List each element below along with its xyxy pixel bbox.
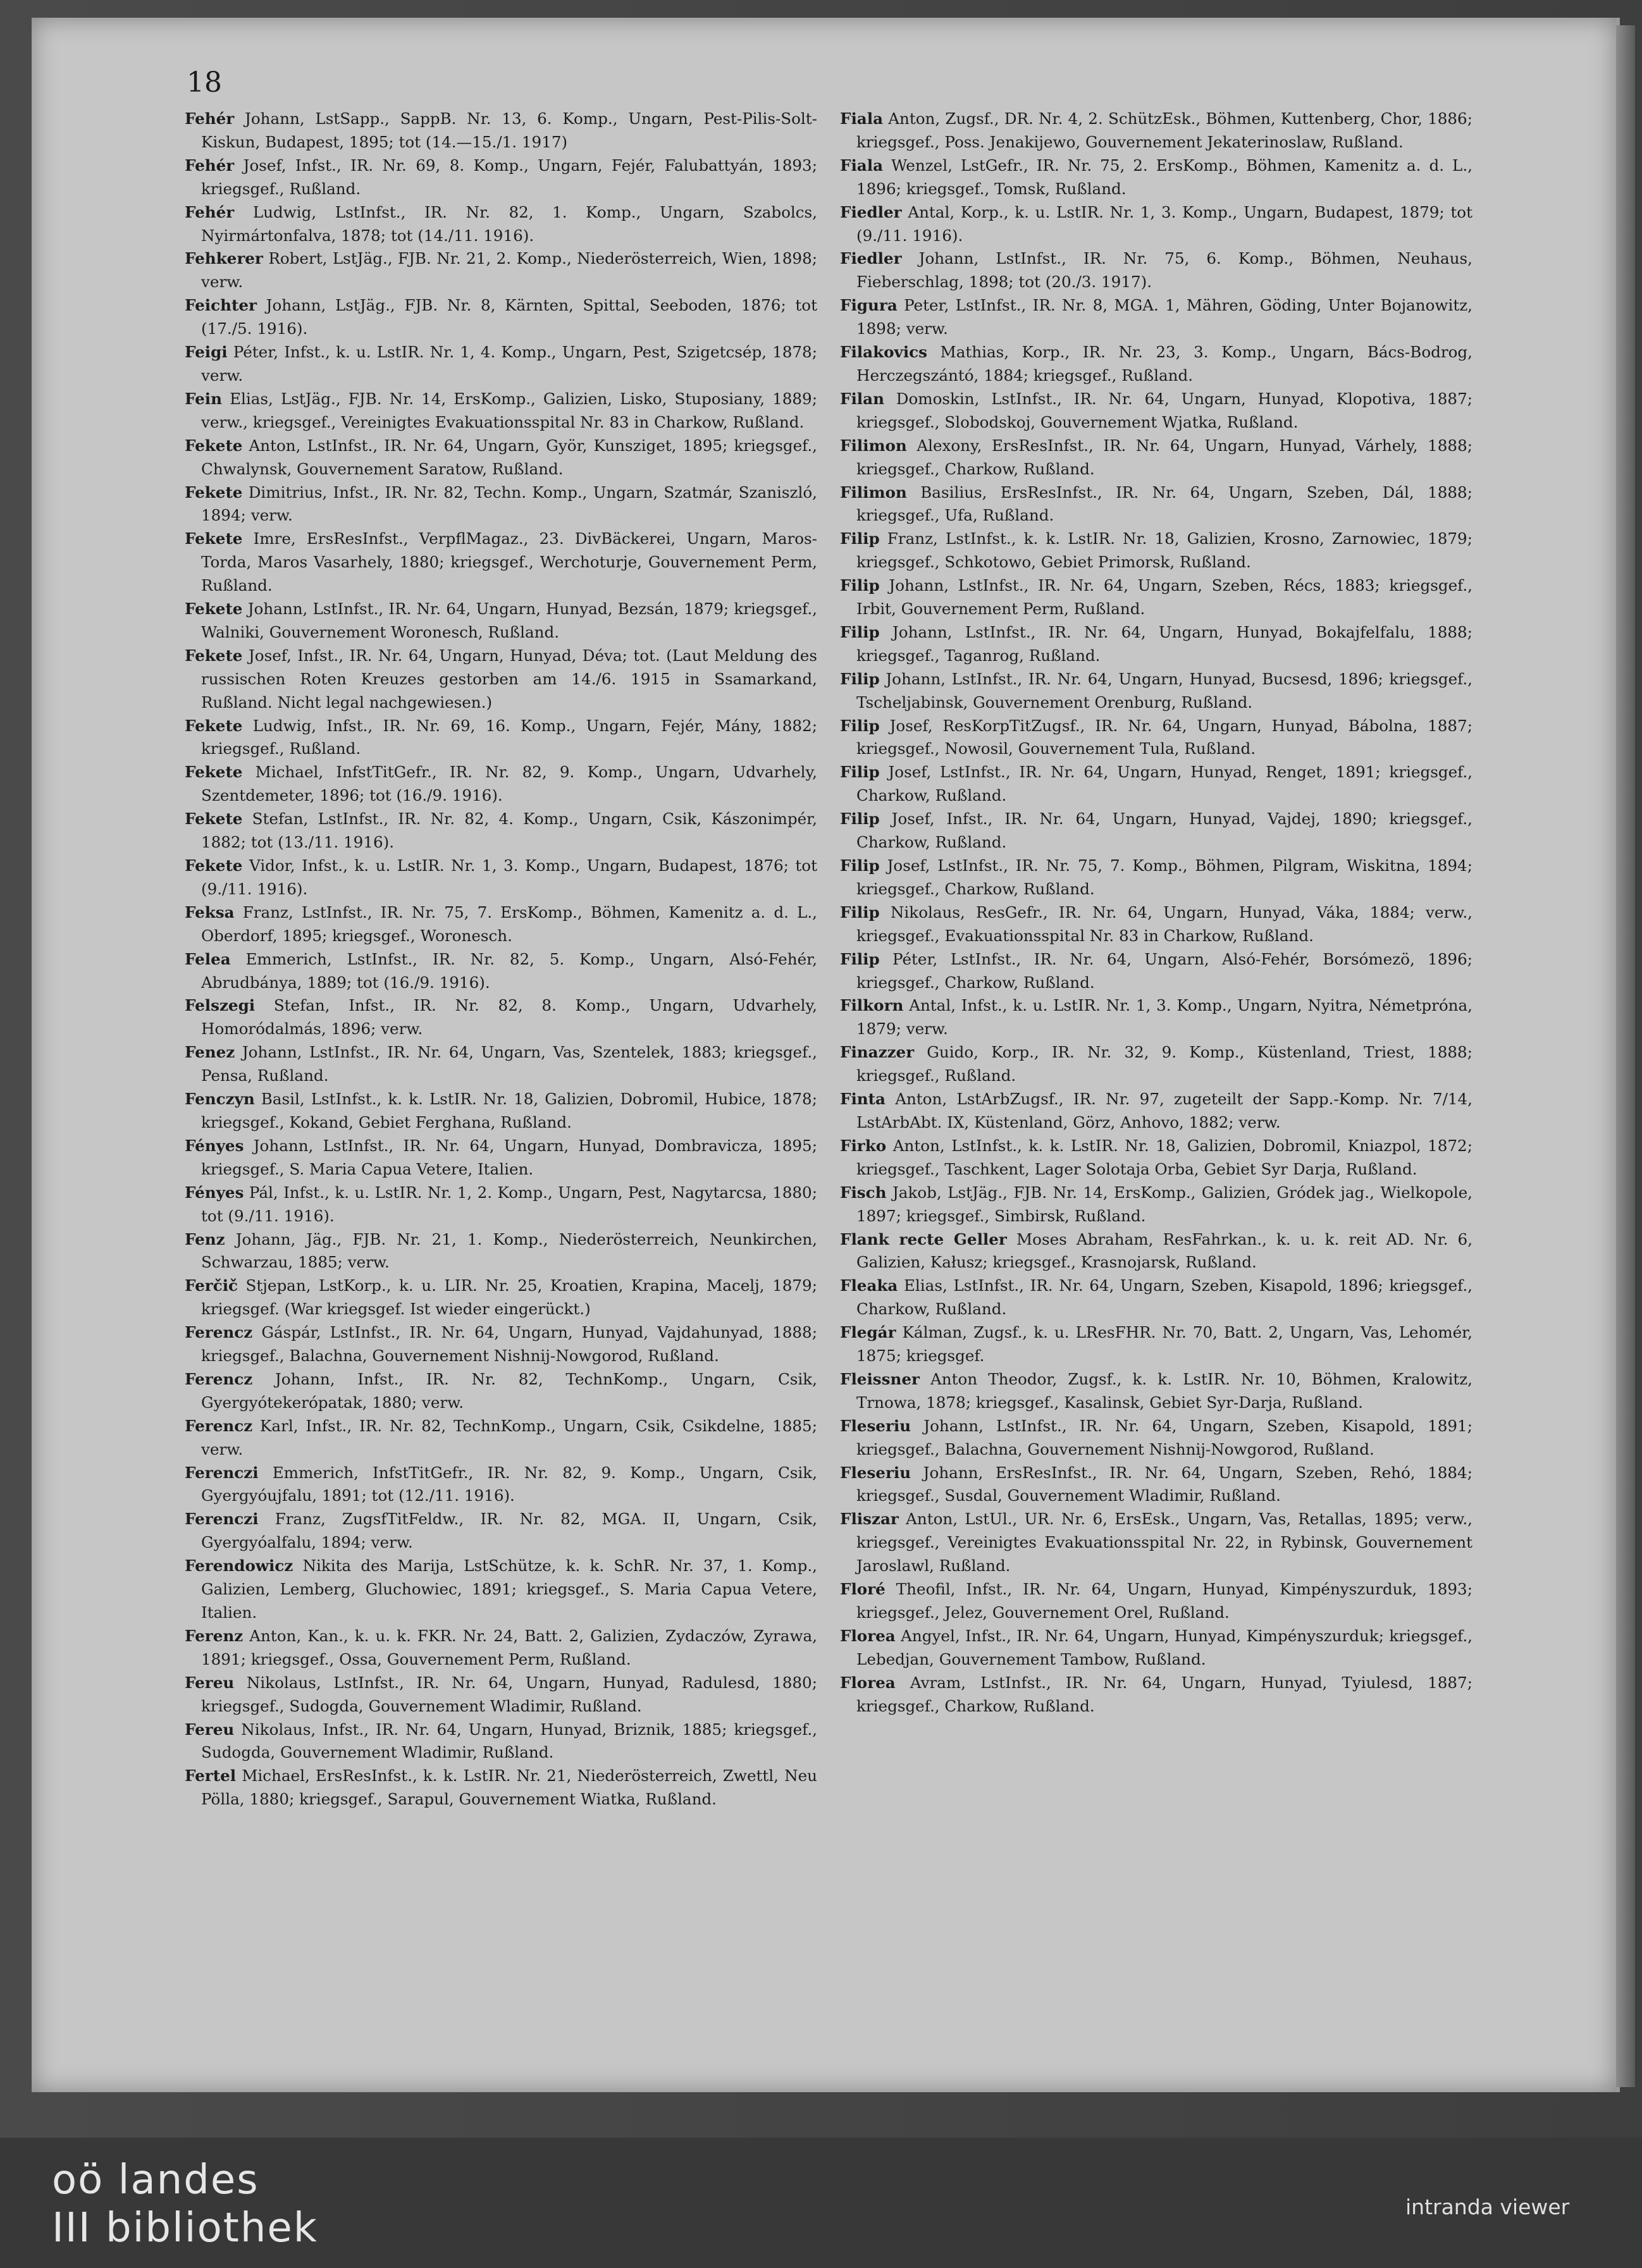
register-entry bbox=[185, 1508, 817, 1555]
entry-surname: Ferencz bbox=[185, 1369, 253, 1388]
entry-surname: Filkorn bbox=[840, 996, 904, 1015]
register-entry bbox=[185, 715, 817, 761]
entry-surname: Finazzer bbox=[840, 1043, 915, 1062]
register-entry bbox=[840, 761, 1472, 808]
entry-details: Michael, InfstTitGefr., IR. Nr. 82, 9. Komp., Ungarn, Udvarhely, Szentdemeter, 1896; tot (16./9. 1916). bbox=[201, 763, 817, 805]
register-entry bbox=[185, 994, 817, 1041]
entry-details: Gáspár, LstInfst., IR. Nr. 64, Ungarn, Hunyad, Vajdahunyad, 1888; kriegsgef., Balachna, Gouvernement Nishnij-Nowgorod, Rußland. bbox=[201, 1323, 817, 1365]
entry-details: Anton Theodor, Zugsf., k. k. LstIR. Nr. 10, Böhmen, Kralowitz, Trnowa, 1878; kriegsgef., Kasalinsk, Gebiet Syr-Darja, Rußland. bbox=[856, 1369, 1472, 1412]
entry-details: Josef, LstInfst., IR. Nr. 64, Ungarn, Hunyad, Renget, 1891; kriegsgef., Charkow, Rußland. bbox=[856, 763, 1472, 805]
entry-details: Johann, LstInfst., IR. Nr. 75, 6. Komp., Böhmen, Neuhaus, Fieberschlag, 1898; tot (20./3. 1917). bbox=[856, 249, 1472, 292]
entry-surname: Fiala bbox=[840, 109, 884, 128]
entry-surname: Filip bbox=[840, 949, 880, 968]
entry-surname: Fehér bbox=[185, 202, 235, 221]
entry-details: Johann, LstInfst., IR. Nr. 64, Ungarn, Vas, Szentelek, 1883; kriegsgef., Pensa, Rußland. bbox=[201, 1043, 817, 1085]
entry-surname: Fekete bbox=[185, 716, 243, 735]
entry-surname: Fleaka bbox=[840, 1276, 898, 1295]
register-entry bbox=[840, 1508, 1472, 1578]
register-entry bbox=[840, 1041, 1472, 1088]
register-entry bbox=[840, 108, 1472, 154]
entry-details: Péter, LstInfst., IR. Nr. 64, Ungarn, Alsó-Fehér, Borsómezö, 1896; kriegsgef., Charkow, Rußland. bbox=[856, 949, 1473, 992]
register-entry bbox=[840, 808, 1472, 854]
entry-surname: Ferčič bbox=[185, 1276, 238, 1295]
register-entry bbox=[185, 1135, 817, 1181]
entry-details: Josef, ResKorpTitZugsf., IR. Nr. 64, Ungarn, Hunyad, Bábolna, 1887; kriegsgef., Nowosil, Gouvernement Tula, Rußland. bbox=[856, 716, 1472, 758]
register-entry bbox=[185, 388, 817, 434]
entry-surname: Fleseriu bbox=[840, 1463, 911, 1482]
entry-details: Josef, Infst., IR. Nr. 69, 8. Komp., Ungarn, Fejér, Falubattyán, 1893; kriegsgef., Rußland. bbox=[201, 156, 817, 198]
register-entry bbox=[840, 854, 1472, 901]
entry-details: Stjepan, LstKorp., k. u. LIR. Nr. 25, Kroatien, Krapina, Macelj, 1879; kriegsgef. (War kriegsgef. Ist wieder eingerückt.) bbox=[201, 1276, 817, 1319]
register-entry bbox=[185, 527, 817, 598]
entry-surname: Flegár bbox=[840, 1323, 896, 1342]
entry-surname: Fényes bbox=[185, 1183, 244, 1202]
register-entry bbox=[185, 1274, 817, 1321]
entry-surname: Fiedler bbox=[840, 249, 902, 268]
register-entry bbox=[840, 901, 1472, 948]
entry-surname: Filip bbox=[840, 856, 880, 875]
entry-surname: Filan bbox=[840, 389, 884, 408]
entry-details: Antal, Korp., k. u. LstIR. Nr. 1, 3. Komp., Ungarn, Budapest, 1879; tot (9./11. 1916). bbox=[856, 202, 1472, 245]
entry-surname: Filimon bbox=[840, 483, 907, 502]
entry-surname: Filip bbox=[840, 763, 880, 782]
register-entry bbox=[840, 247, 1472, 294]
entry-details: Peter, LstInfst., IR. Nr. 8, MGA. 1, Mähren, Göding, Unter Bojanowitz, 1898; verw. bbox=[856, 296, 1472, 338]
register-entry bbox=[185, 1088, 817, 1135]
entry-surname: Fleissner bbox=[840, 1369, 920, 1388]
entry-details: Angyel, Infst., IR. Nr. 64, Ungarn, Hunyad, Kimpényszurduk; kriegsgef., Lebedjan, Gouvernement Tambow, Rußland. bbox=[856, 1626, 1472, 1668]
entry-details: Robert, LstJäg., FJB. Nr. 21, 2. Komp., Niederösterreich, Wien, 1898; verw. bbox=[201, 249, 817, 292]
entry-surname: Fliszar bbox=[840, 1510, 899, 1529]
entry-surname: Fekete bbox=[185, 810, 243, 829]
entry-surname: Felea bbox=[185, 949, 231, 968]
entry-details: Anton, LstUl., UR. Nr. 6, ErsEsk., Ungarn, Vas, Retallas, 1895; verw., kriegsgef., Vereinigtes Evakuationsspital Nr. 22, in Rybinsk, Gouvernement Jaroslawl, Rußland. bbox=[856, 1510, 1472, 1575]
entry-surname: Fenez bbox=[185, 1043, 235, 1062]
register-entry bbox=[840, 434, 1472, 481]
entry-details: Wenzel, LstGefr., IR. Nr. 75, 2. ErsKomp., Böhmen, Kamenitz a. d. L., 1896; kriegsgef., Tomsk, Rußland. bbox=[856, 156, 1472, 198]
entry-details: Mathias, Korp., IR. Nr. 23, 3. Komp., Ungarn, Bács-Bodrog, Herczegszántó, 1884; kriegsgef., Rußland. bbox=[856, 343, 1472, 385]
entry-details: Nikita des Marija, LstSchütze, k. k. SchR. Nr. 37, 1. Komp., Galizien, Lemberg, Gluchowiec, 1891; kriegsgef., S. Maria Capua Vetere, Italien. bbox=[201, 1556, 817, 1622]
entry-details: Nikolaus, Infst., IR. Nr. 64, Ungarn, Hunyad, Briznik, 1885; kriegsgef., Sudogda, Gouvernement Wladimir, Rußland. bbox=[201, 1720, 817, 1762]
entry-details: Johann, LstSapp., SappB. Nr. 13, 6. Komp., Ungarn, Pest-Pilis-Solt-Kiskun, Budapest, 1895; tot (14.—15./1. 1917) bbox=[201, 109, 817, 151]
register-entry bbox=[185, 1181, 817, 1228]
register-entry bbox=[840, 1181, 1472, 1228]
register-entry bbox=[185, 341, 817, 388]
entry-surname: Ferenczi bbox=[185, 1463, 259, 1482]
left-column bbox=[185, 108, 817, 1811]
entry-surname: Filip bbox=[840, 529, 880, 548]
entry-surname: Ferencz bbox=[185, 1416, 253, 1435]
register-entry bbox=[840, 154, 1472, 201]
viewer-brand-label: intranda viewer bbox=[1405, 2195, 1570, 2219]
register-entry bbox=[185, 1462, 817, 1508]
register-entry bbox=[840, 341, 1472, 388]
entry-surname: Fekete bbox=[185, 856, 243, 875]
entry-surname: Fiala bbox=[840, 156, 884, 175]
entry-details: Alexony, ErsResInfst., IR. Nr. 64, Ungarn, Hunyad, Várhely, 1888; kriegsgef., Charkow, Rußland. bbox=[856, 436, 1472, 478]
library-logo-line2[interactable]: III bibliothek bbox=[52, 2205, 318, 2252]
register-entry bbox=[840, 1578, 1472, 1625]
entry-details: Nikolaus, LstInfst., IR. Nr. 64, Ungarn, Hunyad, Radulesd, 1880; kriegsgef., Sudogda, Gouvernement Wladimir, Rußland. bbox=[201, 1673, 817, 1715]
entry-surname: Filip bbox=[840, 716, 880, 735]
entry-details: Ludwig, Infst., IR. Nr. 69, 16. Komp., Ungarn, Fejér, Mány, 1882; kriegsgef., Rußland. bbox=[201, 716, 817, 758]
entry-surname: Fenczyn bbox=[185, 1090, 255, 1109]
entry-surname: Fenz bbox=[185, 1230, 225, 1248]
entry-surname: Fehér bbox=[185, 109, 235, 128]
entry-details: Theofil, Infst., IR. Nr. 64, Ungarn, Hunyad, Kimpényszurduk, 1893; kriegsgef., Jelez, Gouvernement Orel, Rußland. bbox=[856, 1580, 1472, 1622]
entry-surname: Filip bbox=[840, 576, 880, 595]
entry-details: Emmerich, LstInfst., IR. Nr. 82, 5. Komp., Ungarn, Alsó-Fehér, Abrudbánya, 1889; tot (16./9. 1916). bbox=[201, 949, 817, 992]
entry-surname: Fekete bbox=[185, 600, 243, 619]
entry-details: Domoskin, LstInfst., IR. Nr. 64, Ungarn, Hunyad, Klopotiva, 1887; kriegsgef., Slobodskoj, Gouvernement Wjatka, Rußland. bbox=[856, 389, 1472, 431]
register-entry bbox=[185, 598, 817, 644]
entry-details: Johann, LstInfst., IR. Nr. 64, Ungarn, Hunyad, Bezsán, 1879; kriegsgef., Walniki, Gouvernement Woronesch, Rußland. bbox=[201, 600, 818, 641]
entry-surname: Figura bbox=[840, 296, 898, 315]
entry-details: Karl, Infst., IR. Nr. 82, TechnKomp., Ungarn, Csik, Csikdelne, 1885; verw. bbox=[201, 1416, 817, 1458]
entry-details: Kálman, Zugsf., k. u. LResFHR. Nr. 70, Batt. 2, Ungarn, Vas, Lehomér, 1875; kriegsgef. bbox=[856, 1323, 1472, 1365]
register-entry bbox=[840, 668, 1472, 715]
register-entry bbox=[185, 1625, 817, 1672]
entry-details: Michael, ErsResInfst., k. k. LstIR. Nr. 21, Niederösterreich, Zwettl, Neu Pölla, 1880; kriegsgef., Sarapul, Gouvernement Wiatka, Rußland. bbox=[201, 1766, 817, 1809]
entry-details: Stefan, Infst., IR. Nr. 82, 8. Komp., Ungarn, Udvarhely, Homoródalmás, 1896; verw. bbox=[201, 996, 817, 1038]
entry-surname: Fekete bbox=[185, 529, 243, 548]
entry-surname: Florea bbox=[840, 1626, 896, 1645]
entry-details: Nikolaus, ResGefr., IR. Nr. 64, Ungarn, Hunyad, Váka, 1884; verw., kriegsgef., Evakuationsspital Nr. 83 in Charkow, Rußland. bbox=[856, 903, 1472, 945]
entry-details: Jakob, LstJäg., FJB. Nr. 14, ErsKomp., Galizien, Gródek jag., Wielkopole, 1897; kriegsgef., Simbirsk, Rußland. bbox=[856, 1183, 1472, 1225]
entry-details: Franz, LstInfst., IR. Nr. 75, 7. ErsKomp., Böhmen, Kamenitz a. d. L., Oberdorf, 1895; kriegsgef., Woronesch. bbox=[201, 903, 817, 945]
page-number: 18 bbox=[187, 66, 222, 99]
register-entry bbox=[185, 644, 817, 715]
register-entry bbox=[185, 1765, 817, 1811]
entry-details: Johann, Jäg., FJB. Nr. 21, 1. Komp., Niederösterreich, Neunkirchen, Schwarzau, 1885; verw. bbox=[201, 1230, 817, 1272]
register-entry bbox=[185, 901, 817, 948]
register-entry bbox=[840, 1135, 1472, 1181]
entry-surname: Filip bbox=[840, 903, 880, 921]
register-entry bbox=[840, 294, 1472, 341]
entry-surname: Fekete bbox=[185, 436, 243, 455]
entry-details: Guido, Korp., IR. Nr. 32, 9. Komp., Küstenland, Triest, 1888; kriegsgef., Rußland. bbox=[856, 1043, 1472, 1085]
register-entry bbox=[185, 1415, 817, 1462]
register-entry bbox=[185, 854, 817, 901]
entry-details: Avram, LstInfst., IR. Nr. 64, Ungarn, Hunyad, Tyiulesd, 1887; kriegsgef., Charkow, Rußland. bbox=[856, 1673, 1472, 1715]
register-entry bbox=[840, 1368, 1472, 1415]
register-entry bbox=[185, 154, 817, 201]
right-column bbox=[840, 108, 1472, 1718]
entry-surname: Ferendowicz bbox=[185, 1556, 293, 1575]
register-entry bbox=[185, 1368, 817, 1415]
entry-surname: Fisch bbox=[840, 1183, 887, 1202]
entry-surname: Fekete bbox=[185, 763, 243, 782]
register-entry bbox=[840, 1625, 1472, 1672]
entry-surname: Feichter bbox=[185, 296, 257, 315]
register-entry bbox=[185, 247, 817, 294]
register-entry bbox=[840, 1088, 1472, 1135]
entry-surname: Felszegi bbox=[185, 996, 256, 1015]
entry-surname: Fein bbox=[185, 389, 222, 408]
entry-details: Pál, Infst., k. u. LstIR. Nr. 1, 2. Komp., Ungarn, Pest, Nagytarcsa, 1880; tot (9./11. 1916). bbox=[201, 1183, 817, 1225]
entry-surname: Fleseriu bbox=[840, 1416, 911, 1435]
entry-surname: Filimon bbox=[840, 436, 907, 455]
entry-details: Anton, Kan., k. u. k. FKR. Nr. 24, Batt. 2, Galizien, Zydaczów, Zyrawa, 1891; kriegsgef., Ossa, Gouvernement Perm, Rußland. bbox=[201, 1626, 817, 1668]
entry-details: Imre, ErsResInfst., VerpflMagaz., 23. DivBäckerei, Ungarn, Maros-Torda, Maros Vasarhely, 1880; kriegsgef., Werchoturje, Gouvernement Perm, Rußland. bbox=[201, 529, 817, 595]
register-entry bbox=[185, 1555, 817, 1625]
entry-details: Elias, LstJäg., FJB. Nr. 14, ErsKomp., Galizien, Lisko, Stuposiany, 1889; verw., kriegsgef., Vereinigtes Evakuationsspital Nr. 83 in Charkow, Rußland. bbox=[201, 389, 817, 431]
entry-surname: Ferenczi bbox=[185, 1510, 259, 1529]
entry-surname: Filip bbox=[840, 669, 880, 688]
entry-details: Vidor, Infst., k. u. LstIR. Nr. 1, 3. Komp., Ungarn, Budapest, 1876; tot (9./11. 1916). bbox=[201, 856, 817, 898]
entry-details: Dimitrius, Infst., IR. Nr. 82, Techn. Komp., Ungarn, Szatmár, Szaniszló, 1894; verw. bbox=[201, 483, 817, 525]
entry-details: Johann, LstInfst., IR. Nr. 64, Ungarn, Szeben, Récs, 1883; kriegsgef., Irbit, Gouvernement Perm, Rußland. bbox=[856, 576, 1472, 619]
entry-details: Anton, Zugsf., DR. Nr. 4, 2. SchützEsk., Böhmen, Kuttenberg, Chor, 1886; kriegsgef., Poss. Jenakijewo, Gouvernement Jekaterinoslaw, Rußland. bbox=[856, 109, 1472, 151]
entry-surname: Filip bbox=[840, 622, 880, 641]
entry-surname: Feigi bbox=[185, 343, 228, 362]
entry-surname: Fényes bbox=[185, 1136, 244, 1155]
register-entry bbox=[185, 761, 817, 808]
entry-details: Josef, Infst., IR. Nr. 64, Ungarn, Hunyad, Déva; tot. (Laut Meldung des russischen Roten Kreuzes gestorben am 14./6. 1915 in Ssamarkand, Rußland. Nicht legal nachgewiesen.) bbox=[201, 646, 817, 712]
register-entry bbox=[840, 1462, 1472, 1508]
register-entry bbox=[840, 481, 1472, 528]
register-entry bbox=[185, 201, 817, 248]
entry-surname: Fereu bbox=[185, 1673, 235, 1692]
entry-details: Franz, ZugsfTitFeldw., IR. Nr. 82, MGA. II, Ungarn, Csik, Gyergyóalfalu, 1894; verw. bbox=[201, 1510, 817, 1552]
entry-details: Anton, LstInfst., k. k. LstIR. Nr. 18, Galizien, Dobromil, Kniazpol, 1872; kriegsgef., Taschkent, Lager Solotaja Orba, Gebiet Syr Darja, Rußland. bbox=[856, 1136, 1472, 1178]
entry-surname: Fekete bbox=[185, 646, 243, 665]
entry-surname: Fehér bbox=[185, 156, 235, 175]
register-entry bbox=[840, 1274, 1472, 1321]
entry-details: Antal, Infst., k. u. LstIR. Nr. 1, 3. Komp., Ungarn, Nyitra, Németprόna, 1879; verw. bbox=[856, 996, 1472, 1038]
register-entry bbox=[185, 434, 817, 481]
entry-details: Anton, LstInfst., IR. Nr. 64, Ungarn, Györ, Kunsziget, 1895; kriegsgef., Chwalynsk, Gouvernement Saratow, Rußland. bbox=[201, 436, 817, 478]
entry-details: Moses Abraham, ResFahrkan., k. u. k. reit AD. Nr. 6, Galizien, Kałusz; kriegsgef., Krasnojarsk, Rußland. bbox=[856, 1230, 1473, 1272]
register-entry bbox=[185, 481, 817, 528]
entry-surname: Finta bbox=[840, 1090, 886, 1109]
entry-surname: Fehkerer bbox=[185, 249, 263, 268]
library-logo-line1[interactable]: oö landes bbox=[52, 2157, 259, 2203]
entry-surname: Fekete bbox=[185, 483, 243, 502]
entry-details: Basilius, ErsResInfst., IR. Nr. 64, Ungarn, Szeben, Dál, 1888; kriegsgef., Ufa, Rußland. bbox=[856, 483, 1472, 525]
entry-details: Johann, LstInfst., IR. Nr. 64, Ungarn, Szeben, Kisapold, 1891; kriegsgef., Balachna, Gouvernement Nishnij-Nowgorod, Rußland. bbox=[856, 1416, 1472, 1458]
entry-surname: Fereu bbox=[185, 1720, 235, 1739]
entry-details: Johann, LstInfst., IR. Nr. 64, Ungarn, Hunyad, Bokajfelfalu, 1888; kriegsgef., Taganrog, Rußland. bbox=[856, 622, 1472, 665]
register-entry bbox=[840, 527, 1472, 574]
entry-details: Ludwig, LstInfst., IR. Nr. 82, 1. Komp., Ungarn, Szabolcs, Nyirmártonfalva, 1878; tot (14./11. 1916). bbox=[201, 202, 817, 245]
entry-details: Josef, Infst., IR. Nr. 64, Ungarn, Hunyad, Vajdej, 1890; kriegsgef., Charkow, Rußland. bbox=[856, 810, 1472, 852]
register-entry bbox=[185, 1718, 817, 1765]
entry-surname: Feksa bbox=[185, 903, 235, 921]
register-entry bbox=[185, 294, 817, 341]
entry-surname: Filip bbox=[840, 810, 880, 829]
register-entry bbox=[185, 108, 817, 154]
entry-surname: Fertel bbox=[185, 1766, 237, 1785]
entry-details: Péter, Infst., k. u. LstIR. Nr. 1, 4. Komp., Ungarn, Pest, Szigetcsép, 1878; verw. bbox=[201, 343, 817, 385]
entry-details: Franz, LstInfst., k. k. LstIR. Nr. 18, Galizien, Krosno, Zarnowiec, 1879; kriegsgef., Schkotowo, Gebiet Primorsk, Rußland. bbox=[856, 529, 1472, 572]
entry-details: Emmerich, InfstTitGefr., IR. Nr. 82, 9. Komp., Ungarn, Csik, Gyergyóujfalu, 1891; tot (12./11. 1916). bbox=[201, 1463, 817, 1505]
register-entry bbox=[185, 808, 817, 854]
entry-surname: Firko bbox=[840, 1136, 887, 1155]
entry-details: Johann, LstJäg., FJB. Nr. 8, Kärnten, Spittal, Seeboden, 1876; tot (17./5. 1916). bbox=[201, 296, 817, 338]
entry-details: Johann, LstInfst., IR. Nr. 64, Ungarn, Hunyad, Bucsesd, 1896; kriegsgef., Tscheljabinsk, Gouvernement Orenburg, Rußland. bbox=[856, 669, 1472, 712]
register-entry bbox=[185, 1228, 817, 1275]
entry-surname: Ferenz bbox=[185, 1626, 244, 1645]
entry-details: Elias, LstInfst., IR. Nr. 64, Ungarn, Szeben, Kisapold, 1896; kriegsgef., Charkow, Rußland. bbox=[856, 1276, 1472, 1319]
register-entry bbox=[840, 1321, 1472, 1368]
entry-details: Basil, LstInfst., k. k. LstIR. Nr. 18, Galizien, Dobromil, Hubice, 1878; kriegsgef., Kokand, Gebiet Ferghana, Rußland. bbox=[201, 1090, 817, 1131]
register-entry bbox=[185, 1321, 817, 1368]
register-entry bbox=[840, 1228, 1472, 1275]
register-entry bbox=[840, 994, 1472, 1041]
entry-details: Johann, ErsResInfst., IR. Nr. 64, Ungarn, Szeben, Rehó, 1884; kriegsgef., Susdal, Gouvernement Wladimir, Rußland. bbox=[856, 1463, 1472, 1505]
entry-surname: Flank recte Geller bbox=[840, 1230, 1007, 1248]
register-entry bbox=[840, 948, 1472, 995]
entry-surname: Ferencz bbox=[185, 1323, 253, 1342]
entry-details: Anton, LstArbZugsf., IR. Nr. 97, zugeteilt der Sapp.-Komp. Nr. 7/14, LstArbAbt. IX, Küstenland, Görz, Anhovo, 1882; verw. bbox=[856, 1090, 1472, 1131]
entry-surname: Filakovics bbox=[840, 343, 927, 362]
entry-details: Stefan, LstInfst., IR. Nr. 82, 4. Komp., Ungarn, Csik, Kászonimpér, 1882; tot (13./11. 1916). bbox=[201, 810, 817, 852]
register-entry bbox=[840, 715, 1472, 761]
register-entry bbox=[840, 201, 1472, 248]
register-entry bbox=[185, 948, 817, 995]
register-entry bbox=[840, 1415, 1472, 1462]
entry-surname: Florea bbox=[840, 1673, 896, 1692]
entry-details: Johann, LstInfst., IR. Nr. 64, Ungarn, Hunyad, Dombravicza, 1895; kriegsgef., S. Maria Capua Vetere, Italien. bbox=[201, 1136, 817, 1178]
register-entry bbox=[840, 574, 1472, 621]
register-entry bbox=[840, 388, 1472, 434]
register-entry bbox=[840, 1672, 1472, 1718]
entry-surname: Floré bbox=[840, 1580, 886, 1599]
register-entry bbox=[185, 1672, 817, 1718]
register-entry bbox=[840, 621, 1472, 668]
register-entry bbox=[185, 1041, 817, 1088]
page-edge bbox=[1616, 25, 1635, 2087]
entry-surname: Fiedler bbox=[840, 202, 902, 221]
entry-details: Johann, Infst., IR. Nr. 82, TechnKomp., Ungarn, Csik, Gyergyótekerópatak, 1880; verw. bbox=[201, 1369, 817, 1412]
entry-details: Josef, LstInfst., IR. Nr. 75, 7. Komp., Böhmen, Pilgram, Wiskitna, 1894; kriegsgef., Charkow, Rußland. bbox=[856, 856, 1472, 898]
